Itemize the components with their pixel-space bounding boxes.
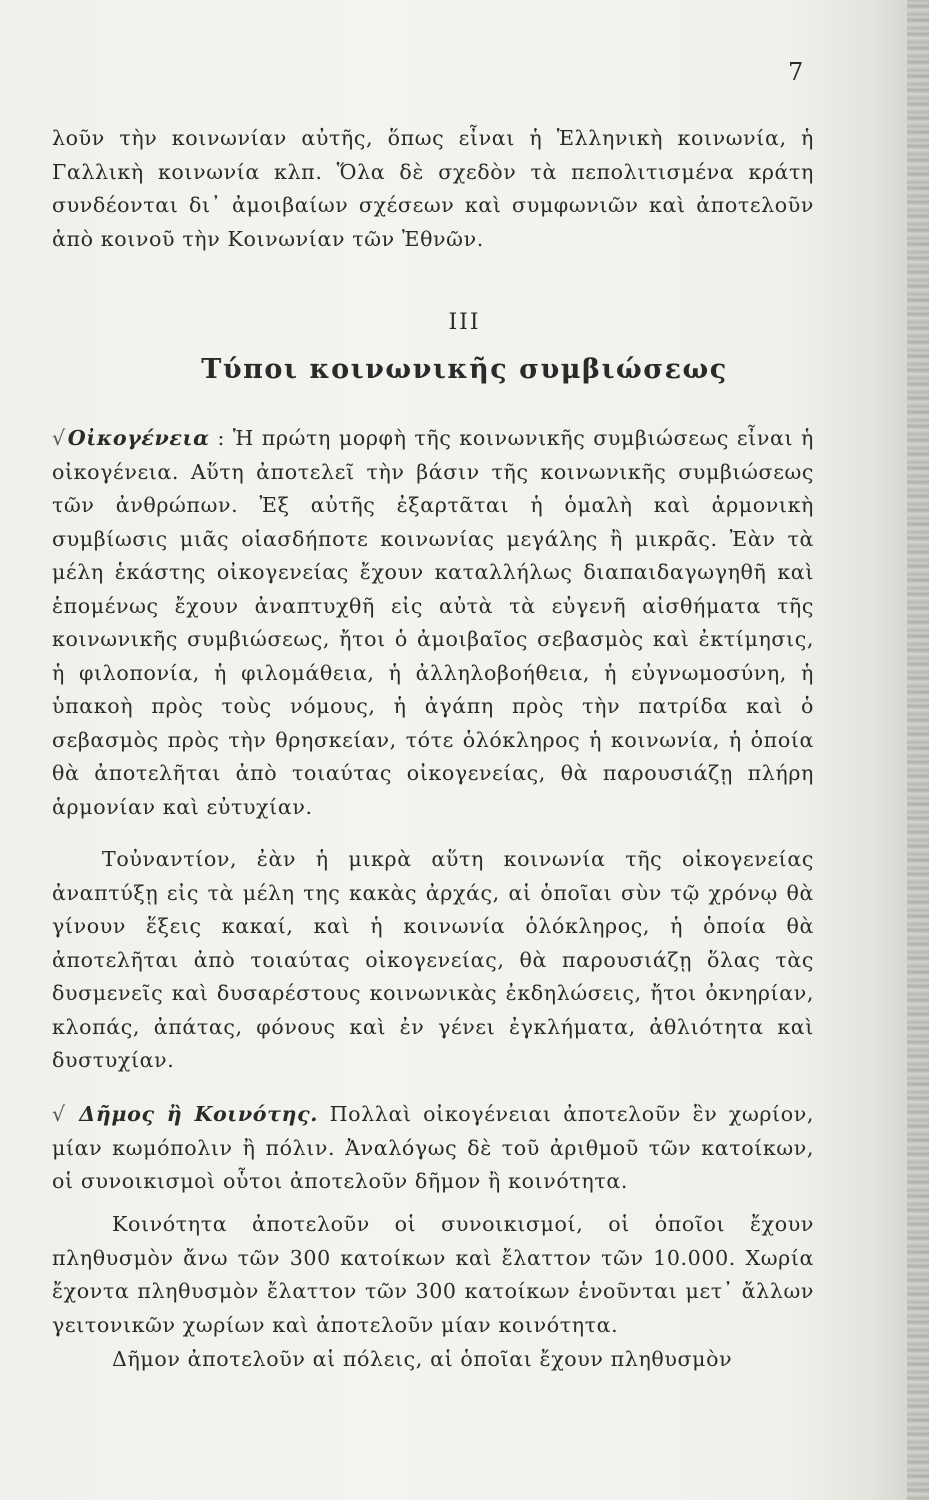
intro-paragraph: λοῦν τὴν κοινωνίαν αὐτῆς, ὅπως εἶναι ἡ Ἑλληνικὴ κοινωνία, ἡ Γαλλικὴ κοινωνία κλπ. Ὅλα δὲ σχεδὸν τὰ πεπολιτισμένα κράτη συνδέονται δι᾿ ἀμοιβαίων σχέσεων καὶ συμφωνιῶν καὶ ἀποτελοῦν ἀπὸ κοινοῦ τὴν Κοινωνίαν τῶν Ἐθνῶν. [52,126,814,251]
family-separator: : [209,426,233,450]
check-mark: √ [52,1102,66,1126]
page-number: 7 [788,58,805,86]
section-number: III [448,310,481,335]
municipality-heading-paragraph [52,1098,814,1199]
municipality-text: Πολλαὶ οἰκογένειαι ἀποτελοῦν ἓν χωρίον, μίαν κωμόπολιν ἢ πόλιν. Ἀναλόγως δὲ τοῦ ἀριθμοῦ τῶν κατοίκων, οἱ συνοικισμοὶ οὗτοι ἀποτελοῦν δῆμον ἢ κοινότητα. [52,1102,814,1193]
contrary-paragraph: Τοὐναντίον, ἐὰν ἡ μικρὰ αὕτη κοινωνία τῆς οἰκογενείας ἀναπτύξῃ εἰς τὰ μέλη της κακὰς ἀρχάς, αἱ ὁποῖαι σὺν τῷ χρόνῳ θὰ γίνουν ἕξεις κακαί, καὶ ἡ κοινωνία ὁλόκληρος, ἡ ὁποία θὰ ἀποτελῆται ἀπὸ τοιαύτας οἰκογενείας, θὰ παρουσιάζῃ ὅλας τὰς δυσμενεῖς καὶ δυσαρέστους κοινωνικὰς ἐκδηλώσεις, ἤτοι ὀκνηρίαν, κλοπάς, ἀπάτας, φόνους καὶ ἐν γένει ἐγκλήματα, ἀθλιότητα καὶ δυστυχίαν. [52,847,814,1072]
page-edge-shadow [907,0,929,1500]
section-title: Τύποι κοινωνικῆς συμβιώσεως [201,354,728,385]
municipality-heading: Δῆμος ἢ Κοινότης. [79,1102,319,1126]
check-mark: √ [52,426,66,450]
family-heading: Οἰκογένεια [67,426,210,450]
community-paragraph: Κοινότητα ἀποτελοῦν οἱ συνοικισμοί, οἱ ὁποῖοι ἔχουν πληθυσμὸν ἄνω τῶν 300 κατοίκων καὶ ἔλαττον τῶν 10.000. Χωρία ἔχοντα πληθυσμὸν ἔλαττον τῶν 300 κατοίκων ἑνοῦνται μετ᾿ ἄλλων γειτονικῶν χωρίων καὶ ἀποτελοῦν μίαν κοινότητα. [52,1212,814,1337]
municipality-paragraph: Δῆμον ἀποτελοῦν αἱ πόλεις, αἱ ὁποῖαι ἔχουν πληθυσμὸν [112,1347,733,1371]
family-paragraph [52,422,814,824]
family-text: Ἡ πρώτη μορφὴ τῆς κοινωνικῆς συμβιώσεως εἶναι ἡ οἰκογένεια. Αὕτη ἀποτελεῖ τὴν βάσιν τῆς κοινωνικῆς συμβιώσεως τῶν ἀνθρώπων. Ἐξ αὐτῆς ἐξαρτᾶται ἡ ὁμαλὴ καὶ ἁρμονικὴ συμβίωσις μιᾶς οἱασδήποτε κοινωνίας μεγάλης ἢ μικρᾶς. Ἐὰν τὰ μέλη ἑκάστης οἰκογενείας ἔχουν καταλλήλως διαπαιδαγωγηθῆ καὶ ἑπομένως ἔχουν ἀναπτυχθῆ εἰς αὐτὰ τὰ εὐγενῆ αἰσθήματα τῆς κοινωνικῆς συμβιώσεως, ἤτοι ὁ ἀμοιβαῖος σεβασμὸς καὶ ἐκτίμησις, ἡ φιλοπονία, ἡ φιλομάθεια, ἡ ἀλληλοβοήθεια, ἡ εὐγνωμοσύνη, ἡ ὑπακοὴ πρὸς τοὺς νόμους, ἡ ἀγάπη πρὸς τὴν πατρίδα καὶ ὁ σεβασμὸς πρὸς τὴν θρησκείαν, τότε ὁλόκληρος ἡ κοινωνία, ἡ ὁποία θὰ ἀποτελῆται ἀπὸ τοιαύτας οἰκογενείας, θὰ παρουσιάζῃ πλήρη ἁρμονίαν καὶ εὐτυχίαν. [52,426,814,819]
